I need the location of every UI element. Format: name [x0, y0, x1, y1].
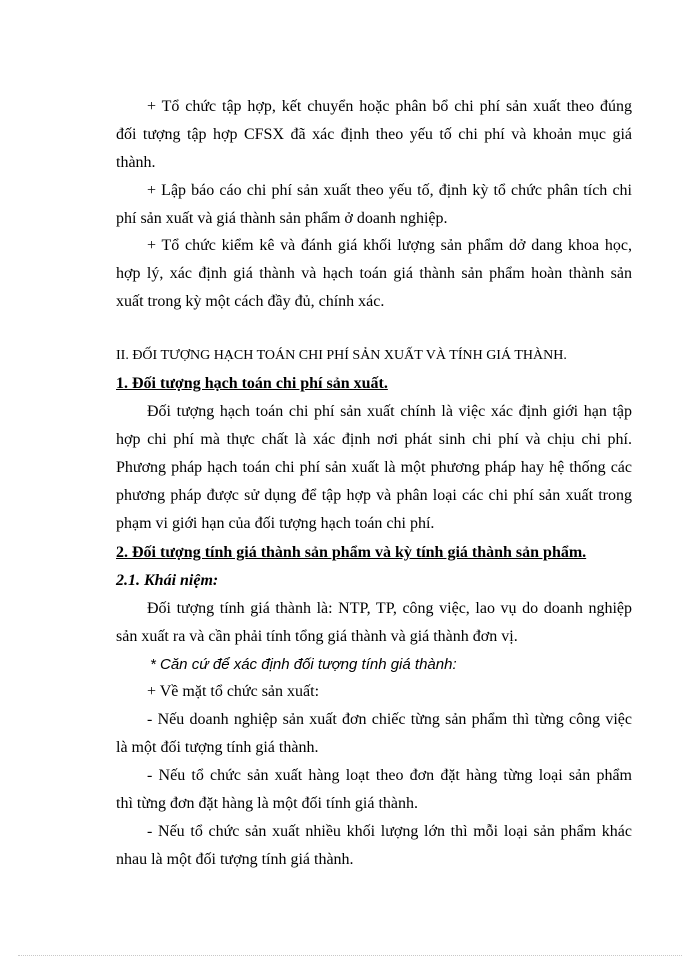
para3-line2: hợp lý, xác định giá thành và hạch toán giá thành sản phẩm hoàn thành sản [116, 265, 632, 282]
para1-line3: thành. [116, 154, 156, 171]
heading-2-1: 2.1. Khái niệm: [116, 572, 219, 589]
para1-line1: + Tổ chức tập hợp, kết chuyển hoặc phân bổ chi phí sản xuất theo đúng [147, 98, 632, 115]
para4-line3: Phương pháp hạch toán chi phí sản xuất là một phương pháp hay hệ thống các [116, 459, 632, 476]
para5-line1: Đối tượng tính giá thành là: NTP, TP, công việc, lao vụ do doanh nghiệp [147, 600, 632, 617]
para2-line1: + Lập báo cáo chi phí sản xuất theo yếu tố, định kỳ tổ chức phân tích chi [147, 182, 632, 199]
para3-line1: + Tổ chức kiểm kê và đánh giá khối lượng sản phẩm dở dang khoa học, [147, 237, 632, 254]
para4-line2: hợp chi phí mà thực chất là xác định nơi phát sinh chi phí và chịu chi phí. [116, 431, 632, 448]
item2-line1: - Nếu tổ chức sản xuất hàng loạt theo đơn đặt hàng từng loại sản phẩm [147, 767, 632, 784]
item3-line2: nhau là một đối tượng tính giá thành. [116, 851, 354, 868]
para4-line4: phương pháp được sử dụng để tập hợp và phân loại các chi phí sản xuất trong [116, 487, 632, 504]
item2-line2: thì từng đơn đặt hàng là một đối tính giá thành. [116, 795, 418, 812]
para4-line1: Đối tượng hạch toán chi phí sản xuất chính là việc xác định giới hạn tập [147, 403, 632, 420]
section-heading: II. ĐỐI TƯỢNG HẠCH TOÁN CHI PHÍ SẢN XUẤT VÀ TÍNH GIÁ THÀNH. [116, 348, 567, 363]
para2-line2: phí sản xuất và giá thành sản phẩm ở doanh nghiệp. [116, 210, 448, 227]
item1-line2: là một đối tượng tính giá thành. [116, 739, 319, 756]
page-bottom-rule [18, 955, 682, 956]
para5-line2: sản xuất ra và cần phải tính tổng giá thành và giá thành đơn vị. [116, 628, 518, 645]
heading-2: 2. Đối tượng tính giá thành sản phẩm và kỳ tính giá thành sản phẩm. [116, 544, 587, 561]
para3-line3: xuất trong kỳ một cách đầy đủ, chính xác. [116, 293, 385, 310]
heading-1: 1. Đối tượng hạch toán chi phí sản xuất. [116, 375, 388, 392]
note-line: * Căn cứ để xác định đối tượng tính giá thành: [150, 656, 457, 673]
item3-line1: - Nếu tổ chức sản xuất nhiều khối lượng lớn thì mỗi loại sản phẩm khác [147, 823, 632, 840]
para4-line5: phạm vi giới hạn của đối tượng hạch toán chi phí. [116, 515, 435, 532]
item1-line1: - Nếu doanh nghiệp sản xuất đơn chiếc từng sản phẩm thì từng công việc [147, 711, 632, 728]
para1-line2: đối tượng tập hợp CFSX đã xác định theo yếu tố chi phí và khoản mục giá [116, 126, 632, 143]
subhead-line: + Về mặt tổ chức sản xuất: [147, 683, 320, 700]
